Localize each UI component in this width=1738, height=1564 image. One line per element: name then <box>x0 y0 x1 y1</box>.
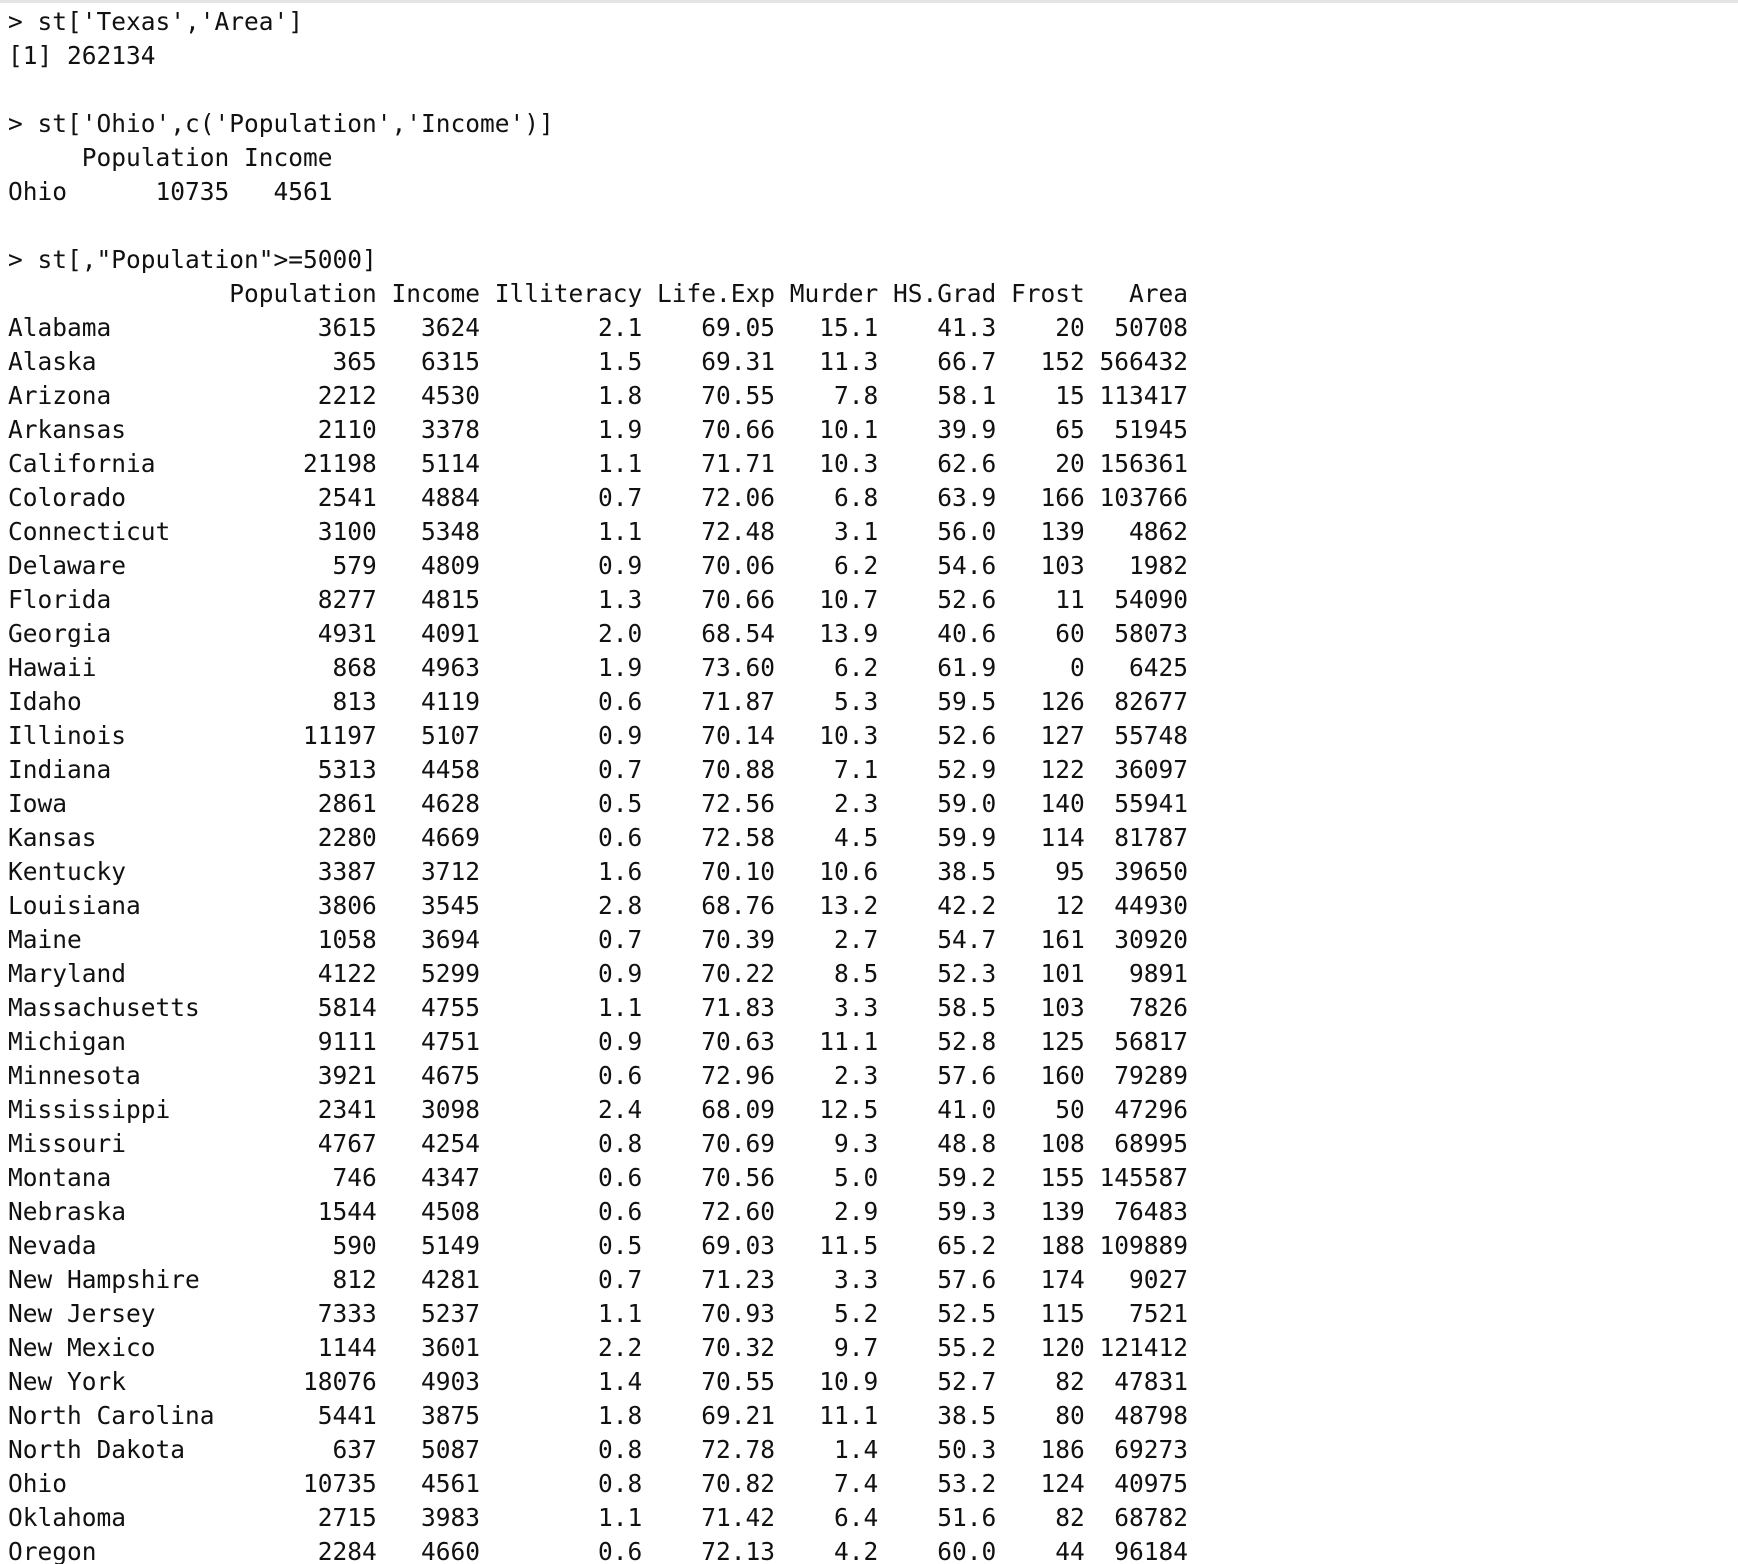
output-table-row: North Dakota 637 5087 0.8 72.78 1.4 50.3 186 69273 <box>8 1435 1189 1464</box>
output-table-row: Delaware 579 4809 0.9 70.06 6.2 54.6 103 1982 <box>8 551 1189 580</box>
output-table-row: New Mexico 1144 3601 2.2 70.32 9.7 55.2 120 121412 <box>8 1333 1189 1362</box>
output-table-row: Iowa 2861 4628 0.5 72.56 2.3 59.0 140 55941 <box>8 789 1189 818</box>
output-table-header: Population Income <box>8 143 333 172</box>
output-table-row: Connecticut 3100 5348 1.1 72.48 3.1 56.0 139 4862 <box>8 517 1189 546</box>
output-table-row: Oklahoma 2715 3983 1.1 71.42 6.4 51.6 82 68782 <box>8 1503 1189 1532</box>
state-data-table <box>8 277 1738 1564</box>
output-table-row: Indiana 5313 4458 0.7 70.88 7.1 52.9 122 36097 <box>8 755 1189 784</box>
output-table-row: Hawaii 868 4963 1.9 73.60 6.2 61.9 0 6425 <box>8 653 1189 682</box>
output-table-row: New York 18076 4903 1.4 70.55 10.9 52.7 82 47831 <box>8 1367 1189 1396</box>
output-table-row: Massachusetts 5814 4755 1.1 71.83 3.3 58.5 103 7826 <box>8 993 1189 1022</box>
output-table-row: Oregon 2284 4660 0.6 72.13 4.2 60.0 44 96184 <box>8 1537 1189 1564</box>
command-block-population-filter <box>8 243 1738 1564</box>
output-table-row: Georgia 4931 4091 2.0 68.54 13.9 40.6 60 58073 <box>8 619 1189 648</box>
console-output-line: [1] 262134 <box>8 41 156 70</box>
output-table-row: Ohio 10735 4561 <box>8 177 333 206</box>
output-table-row: New Hampshire 812 4281 0.7 71.23 3.3 57.6 174 9027 <box>8 1265 1189 1294</box>
output-table-row: Michigan 9111 4751 0.9 70.63 11.1 52.8 125 56817 <box>8 1027 1189 1056</box>
console-prompt-line: > st['Texas','Area'] <box>8 7 304 36</box>
output-table-row: Kansas 2280 4669 0.6 72.58 4.5 59.9 114 81787 <box>8 823 1189 852</box>
output-table-row: Mississippi 2341 3098 2.4 68.09 12.5 41.0 50 47296 <box>8 1095 1189 1124</box>
output-table-row: Louisiana 3806 3545 2.8 68.76 13.2 42.2 12 44930 <box>8 891 1189 920</box>
output-table-row: Illinois 11197 5107 0.9 70.14 10.3 52.6 127 55748 <box>8 721 1189 750</box>
output-table-row: Kentucky 3387 3712 1.6 70.10 10.6 38.5 95 39650 <box>8 857 1189 886</box>
output-table-row: Arizona 2212 4530 1.8 70.55 7.8 58.1 15 113417 <box>8 381 1189 410</box>
output-table-row: Alaska 365 6315 1.5 69.31 11.3 66.7 152 566432 <box>8 347 1189 376</box>
output-table-row: Alabama 3615 3624 2.1 69.05 15.1 41.3 20 50708 <box>8 313 1189 342</box>
output-table-row: Nevada 590 5149 0.5 69.03 11.5 65.2 188 109889 <box>8 1231 1189 1260</box>
output-table-row: Missouri 4767 4254 0.8 70.69 9.3 48.8 108 68995 <box>8 1129 1189 1158</box>
output-table-header: Population Income Illiteracy Life.Exp Murder HS.Grad Frost Area <box>8 279 1189 308</box>
output-table-row: Maryland 4122 5299 0.9 70.22 8.5 52.3 101 9891 <box>8 959 1189 988</box>
command-block-ohio-population-income <box>8 107 1738 209</box>
output-table-row: Nebraska 1544 4508 0.6 72.60 2.9 59.3 139 76483 <box>8 1197 1189 1226</box>
output-table-row: Florida 8277 4815 1.3 70.66 10.7 52.6 11 54090 <box>8 585 1189 614</box>
output-table-row: North Carolina 5441 3875 1.8 69.21 11.1 38.5 80 48798 <box>8 1401 1189 1430</box>
output-table-row: Arkansas 2110 3378 1.9 70.66 10.1 39.9 65 51945 <box>8 415 1189 444</box>
command-block-texas-area <box>8 5 1738 73</box>
blank-line <box>8 209 1738 243</box>
output-table-row: Minnesota 3921 4675 0.6 72.96 2.3 57.6 160 79289 <box>8 1061 1189 1090</box>
output-table-row: Montana 746 4347 0.6 70.56 5.0 59.2 155 145587 <box>8 1163 1189 1192</box>
output-table-row: California 21198 5114 1.1 71.71 10.3 62.6 20 156361 <box>8 449 1189 478</box>
output-table-row: Maine 1058 3694 0.7 70.39 2.7 54.7 161 30920 <box>8 925 1189 954</box>
console-prompt-line: > st['Ohio',c('Population','Income')] <box>8 109 554 138</box>
blank-line <box>8 73 1738 107</box>
output-table-row: Colorado 2541 4884 0.7 72.06 6.8 63.9 166 103766 <box>8 483 1189 512</box>
output-table-row: Ohio 10735 4561 0.8 70.82 7.4 53.2 124 40975 <box>8 1469 1189 1498</box>
output-table-row: New Jersey 7333 5237 1.1 70.93 5.2 52.5 115 7521 <box>8 1299 1189 1328</box>
output-table-row: Idaho 813 4119 0.6 71.87 5.3 59.5 126 82677 <box>8 687 1189 716</box>
console-prompt-line: > st[,"Population">=5000] <box>8 245 377 274</box>
